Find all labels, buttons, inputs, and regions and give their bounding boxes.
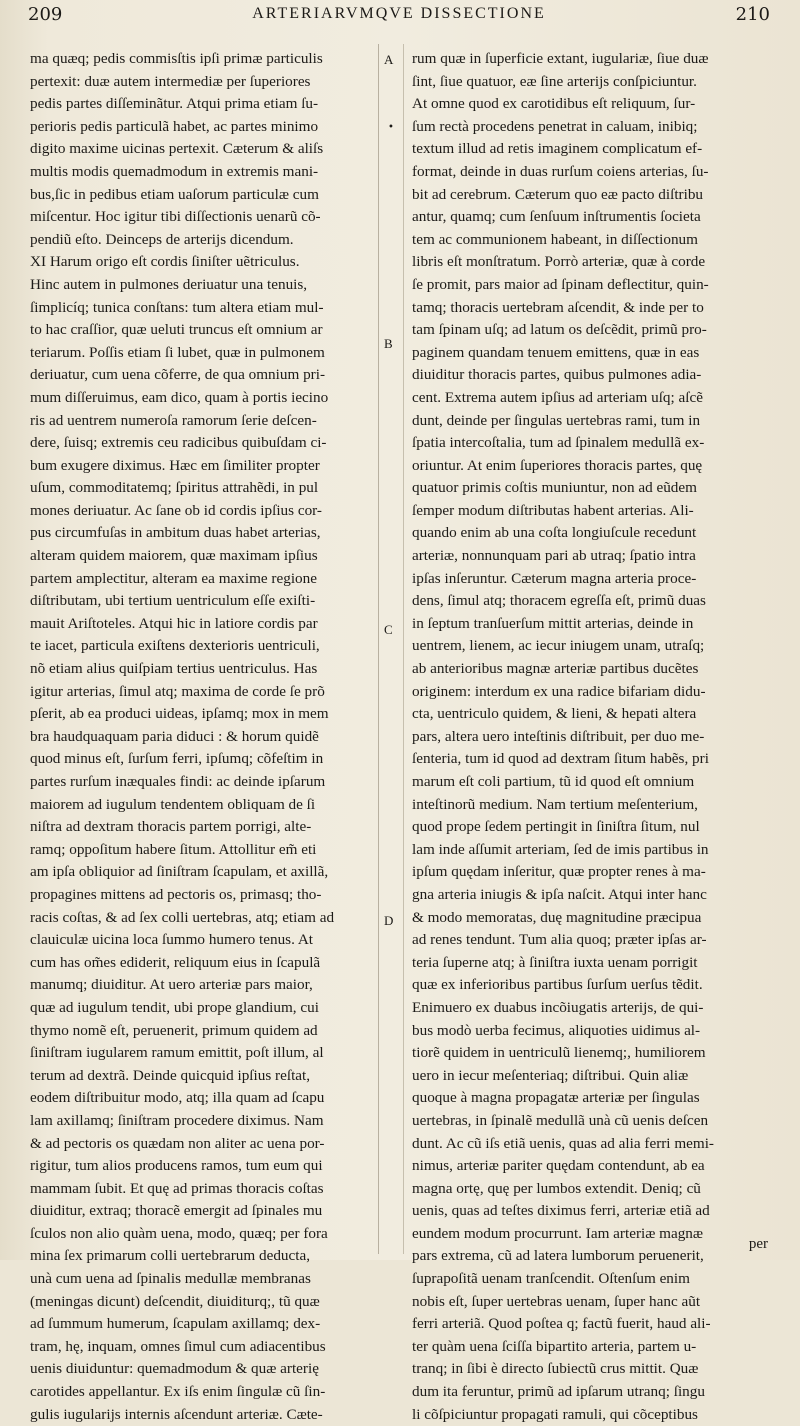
text-line: carotides appellantur. Ex iſs enim ſingulæ cũ ſin- xyxy=(30,1383,326,1401)
text-line: arteriæ, nonnunquam pari ab utraq; ſpatio intra xyxy=(412,547,696,565)
text-line: & modo memoratas, duę magnitudine præcipua xyxy=(412,908,702,926)
text-line: maiorem ad iugulum tendentem obliquam de ſi xyxy=(30,795,316,813)
text-line: ramq; oppoſitum habere ſitum. Attollitur em̃ eti xyxy=(30,840,317,858)
text-line: ſculos non alio quàm uena, modo, quæq; per fora xyxy=(30,1224,328,1242)
text-line: mum diſſeruimus, eam dico, quam à portis iecino xyxy=(30,388,329,406)
text-line: mina ſex primarum colli uertebrarum deducta, xyxy=(30,1247,311,1265)
text-line: quod minus eſt, ſurſum ferri, ipſumq; cõfeſtim in xyxy=(30,750,324,768)
text-line: dum ita feruntur, primũ ad ipſarum utranq; ſingu xyxy=(412,1383,705,1401)
running-title: ARTERIARVMQVE DISSECTIONE xyxy=(252,5,546,22)
text-line: teria ſuperne atq; à ſiniſtra iuxta uenam porrigit xyxy=(412,953,698,971)
text-line: pertexit: duæ autem intermediæ per ſuperiores xyxy=(30,72,311,90)
text-line: dens, ſimul atq; thoracem egreſſa eſt, primũ duas xyxy=(412,592,706,610)
text-line: pendiũ eſto. Deinceps de arterijs dicendum. xyxy=(30,230,294,248)
text-line: ſuprapoſitã uenam tranſcendit. Oſtenſum enim xyxy=(412,1270,690,1288)
text-line: (meningas dicunt) deſcendit, diuiditurq;, tũ quæ xyxy=(30,1292,320,1310)
margin-dot: • xyxy=(388,122,394,133)
text-line: quoque à magna propagatæ arteriæ per ſingulas xyxy=(412,1089,700,1107)
text-line: partem amplectitur, alteram ea maxime regione xyxy=(30,569,317,587)
text-line: tam ſpinam uſq; ad latum os deſcẽdit, primũ pro- xyxy=(412,321,707,339)
text-line: rigitur, tum alios producens ramos, tum eum qui xyxy=(30,1157,323,1175)
text-line: At omne quod ex carotidibus eſt reliquum, ſur- xyxy=(412,95,696,113)
text-line: ſe promit, pars maior ad ſpinam deflectitur, quin- xyxy=(412,275,709,293)
text-line: uentrem, lienem, ac iecur iniugem unam, utraſq; xyxy=(412,637,705,655)
text-line: ipſum quędam inſeritur, quæ propter renes à ma- xyxy=(412,863,706,881)
text-line: in ſeptum tranſuerſum mittit arterias, deinde in xyxy=(412,614,694,632)
text-line: bit ad cerebrum. Cæterum quo eæ pacto diſtribu xyxy=(412,185,704,203)
text-line: uertebras, in ſpinalẽ medullã unà cũ uenis deſcen xyxy=(412,1111,709,1129)
text-line: ſint, ſiue quatuor, eæ ſine arterijs conſpiciuntur. xyxy=(412,72,697,90)
catchword: per xyxy=(748,1236,768,1252)
text-line: Enimuero ex duabus incõiugatis arterijs, de qui- xyxy=(412,998,704,1016)
text-line: alteram quidem maiorem, quæ maximam ipſius xyxy=(30,547,318,565)
text-line: eundem modum procurrunt. Iam arteriæ magnæ xyxy=(412,1224,704,1242)
text-line: teriarum. Poſſis etiam ſi lubet, quæ in pulmonem xyxy=(30,343,325,361)
text-line: XI Harum origo eſt cordis ſiniſter uẽtriculus. xyxy=(30,253,300,271)
text-line: mauit Ariſtoteles. Atqui hic in latiore cordis par xyxy=(30,614,318,632)
gutter-rule-right xyxy=(403,44,404,1254)
text-line: oriuntur. At enim ſuperiores thoracis partes, quę xyxy=(412,456,703,474)
text-line: Hinc autem in pulmones deriuatur una tenuis, xyxy=(30,275,308,293)
text-line: antur, quamq; cum ſenſuum inſtrumentis ſocieta xyxy=(412,208,701,226)
margin-letter-b: B xyxy=(384,336,393,351)
text-line: li cõſpiciuntur propagati ramuli, qui cõceptibus xyxy=(412,1405,698,1423)
text-line: nimus, arteriæ pariter quędam contendunt, ab ea xyxy=(412,1157,705,1175)
text-line: pſerit, ab ea produci uideas, ipſamq; mox in mem xyxy=(30,705,329,723)
text-line: format, deinde in duas rurſum coiens arterias, ſu- xyxy=(412,162,709,180)
text-line: ſiniſtram iugularem ramum emittit, poſt illum, al xyxy=(30,1044,324,1062)
text-line: ſpatia intercoſtalia, tum ad ſpinalem medullã ex- xyxy=(412,434,705,452)
text-line: tranq; in ſibi è directo ſubiectũ crus mittit. Quæ xyxy=(412,1360,699,1378)
text-line: quæ ex inferioribus partibus ſurſum uerſus tẽdit. xyxy=(412,976,703,994)
text-line: bus modò uerba fecimus, aliquoties uidimus al- xyxy=(412,1021,701,1039)
text-line: bus,ſic in pedibus etiam uaſorum particulæ cum xyxy=(30,185,319,203)
text-line: diſtributam, ubi tertium uentriculum eſſe exiſti- xyxy=(30,592,316,610)
text-line: ferri arteriã. Quod poſtea q; factũ fuerit, haud ali- xyxy=(412,1315,711,1333)
margin-letter-a: A xyxy=(384,52,394,67)
text-line: nõ etiam alius quiſpiam tertius uentriculus. Has xyxy=(30,660,318,678)
text-line: gulis iugularijs internis aſcendunt arteriæ. Cæte- xyxy=(30,1405,323,1423)
text-line: tamq; thoracis uertebram aſcendit, & inde per to xyxy=(412,298,704,316)
text-line: ſimplicíq; tunica conſtans: tum altera etiam mul- xyxy=(30,298,324,316)
text-line: diuiditur, extraq; thoracẽ emergit ad ſpinales mu xyxy=(30,1202,323,1220)
text-line: nobis eſt, ſuper uertebras uenam, ſuper hanc aũt xyxy=(412,1292,701,1310)
running-head xyxy=(28,4,770,30)
text-line: niſtra ad dextram thoracis partem porrigi, alte- xyxy=(30,818,312,836)
text-line: mammam ſubit. Et quę ad primas thoracis coſtas xyxy=(30,1179,324,1197)
text-line: rum quæ in ſuperficie extant, iugulariæ, ſiue duæ xyxy=(412,50,709,67)
text-line: ad renes tendunt. Tum alia quoq; præter ipſas ar- xyxy=(412,931,707,949)
text-line: tiorẽ quidem in uentriculũ lienemq;, humiliorem xyxy=(412,1044,706,1062)
text-line: manumq; diuiditur. At uero arteriæ pars maior, xyxy=(30,976,313,994)
text-line: quod prope ſedem pertingit in ſiniſtra ſitum, nul xyxy=(412,818,700,836)
text-line: ſum rectà procedens penetrat in caluam, inibiq; xyxy=(412,117,698,135)
text-line: tem ac communionem habeant, in diſſectionum xyxy=(412,230,698,248)
text-line: cum has om̃es ediderit, reliquum eius in ſcapulã xyxy=(30,953,321,971)
text-line: thymo nomẽ eſt, peruenerit, primum quidem ad xyxy=(30,1021,318,1039)
text-line: uero in iecur meſenteriaq; diſtribui. Quin aliæ xyxy=(412,1066,689,1084)
text-line: paginem quandam tenuem emittens, quæ in eas xyxy=(412,343,700,361)
text-line: pars extrema, cũ ad latera lumborum peruenerit, xyxy=(412,1247,704,1265)
text-line: bum exugere diximus. Hæc em ſimiliter propter xyxy=(30,456,320,474)
text-line: uenis, quas ad teſtes diximus ferri, arteriæ etiã ad xyxy=(412,1202,710,1220)
text-line: quatuor primis coſtis muniuntur, non ad eũdem xyxy=(412,479,697,497)
text-line: uenis diuiduntur: quemadmodum & quæ arterię xyxy=(30,1360,319,1378)
text-line: propagines mittens ad pectoris os, primasq; tho- xyxy=(30,885,322,903)
text-line: originem: interdum ex una radice bifariam didu- xyxy=(412,682,706,700)
text-line: mones deriuatur. Ac ſane ob id cordis ipſius cor- xyxy=(30,501,322,519)
text-line: dere, ſuisq; extremis ceu radicibus quibuſdam ci- xyxy=(30,434,327,452)
text-line: pedis partes diſſeminãtur. Atqui prima etiam ſu- xyxy=(30,95,319,113)
margin-letter-c: C xyxy=(384,622,393,637)
text-line: pars, altera uero inteſtinis diſtribuit, per duo me- xyxy=(412,727,705,745)
text-line: ſemper modum diſtributas habent arterias. Ali- xyxy=(412,501,694,519)
text-line: libris eſt monſtratum. Porrò arteriæ, quæ à corde xyxy=(412,253,706,271)
text-line: miſcentur. Hoc igitur tibi diſſectionis uenarũ cõ- xyxy=(30,208,321,226)
text-line: perioris pedis particulã habet, ac partes minimo xyxy=(30,117,319,135)
right-text-column xyxy=(412,48,762,1426)
text-line: cta, uentriculo quidem, & lieni, & hepati altera xyxy=(412,705,697,723)
text-line: ad ſummum humerum, ſcapulam axillamq; dex- xyxy=(30,1315,321,1333)
text-line: te iacet, particula exiſtens dexterioris uentriculi, xyxy=(30,637,320,655)
text-line: dunt, deinde per ſingulas uertebras rami, tum in xyxy=(412,411,701,429)
text-line: unà cum uena ad ſpinalis medullæ membranas xyxy=(30,1270,311,1288)
text-line: eodem diſtribuitur modo, atq; illa quam ad ſcapu xyxy=(30,1089,325,1107)
text-line: terum ad dextrã. Deinde quicquid ipſius reſtat, xyxy=(30,1066,311,1084)
text-line: partes rurſum inæquales findi: ac deinde ipſarum xyxy=(30,773,326,790)
text-line: & ad pectoris os quædam non aliter ac uena por- xyxy=(30,1134,325,1152)
text-line: to hac craſſior, quæ ueluti truncus eſt omnium ar xyxy=(30,321,323,339)
text-line: igitur arterias, ſimul atq; maxima de corde ſe prõ xyxy=(30,682,325,700)
text-line: multis modis quemadmodum in extremis mani- xyxy=(30,162,319,180)
text-line: digito maxime uicinas pertexit. Cæterum & aliſs xyxy=(30,140,324,158)
text-line: quæ ad iugulum tendit, ubi prope glandium, cui xyxy=(30,998,319,1016)
text-line: gna arteria iniugis & ipſa naſcit. Atqui inter hanc xyxy=(412,885,707,903)
text-line: am ipſa obliquior ad ſiniſtram ſcapulam, et axillã, xyxy=(30,863,329,881)
text-line: ſenteria, tum id quod ad dextram ſitum habẽs, pri xyxy=(412,750,709,768)
text-line: clauiculæ uicina loca ſummo humero tenus. At xyxy=(30,931,314,949)
text-line: deriuatur, cum uena cõferre, de qua omnium pri- xyxy=(30,366,326,384)
text-line: pus circumfuſas in ambitum duas habet arterias, xyxy=(30,524,321,542)
text-line: tram, hę, inquam, omnes ſimul cum adiacentibus xyxy=(30,1337,326,1355)
text-line: ma quæq; pedis commisſtis ipſi primæ particulis xyxy=(30,50,323,67)
text-line: dunt. Ac cũ iſs etiã uenis, quas ad alia ferri memi- xyxy=(412,1134,714,1152)
text-line: uſum, commoditatemq; ſpiritus attrahẽdi, in pul xyxy=(30,479,319,497)
text-line: inteſtinorũ medium. Nam tertium meſenterium, xyxy=(412,795,698,813)
margin-letter-d: D xyxy=(384,913,394,928)
text-line: ris ad uentrem numeroſa ramorum ſerie deſcen- xyxy=(30,411,317,429)
text-line: racis coſtas, & ad ſex colli uertebras, atq; etiam ad xyxy=(30,908,335,926)
text-line: ipſas inſeruntur. Cæterum magna arteria proce- xyxy=(412,569,697,587)
text-line: textum illud ad retis imaginem complicatum ef- xyxy=(412,140,703,158)
text-line: ab anterioribus magnæ arteriæ partibus ducẽtes xyxy=(412,660,699,678)
text-line: lam axillamq; ſiniſtram procedere diximus. Nam xyxy=(30,1111,324,1129)
text-line: marum eſt coli partium, tũ id quod eſt omnium xyxy=(412,773,695,790)
text-line: cent. Extrema autem ipſius ad arteriam uſq; aſcẽ xyxy=(412,388,703,406)
folio-right: 210 xyxy=(735,4,770,25)
text-line: bra haudquaquam paria diduci : & horum quidẽ xyxy=(30,727,319,745)
left-text-column xyxy=(30,48,380,1426)
text-line: quando enim ab una coſta longiuſcule recedunt xyxy=(412,524,697,542)
text-line: ter quàm uena ſciſſa bipartito arteria, partem u- xyxy=(412,1337,697,1355)
folio-left: 209 xyxy=(28,4,63,25)
text-line: lam inde aſſumit arteriam, ſed de imis partibus in xyxy=(412,840,709,858)
text-line: magna ortę, quę per lumbos extendit. Deniq; cũ xyxy=(412,1179,701,1197)
text-line: diuiditur thoracis partes, quibus pulmones adia- xyxy=(412,366,702,384)
